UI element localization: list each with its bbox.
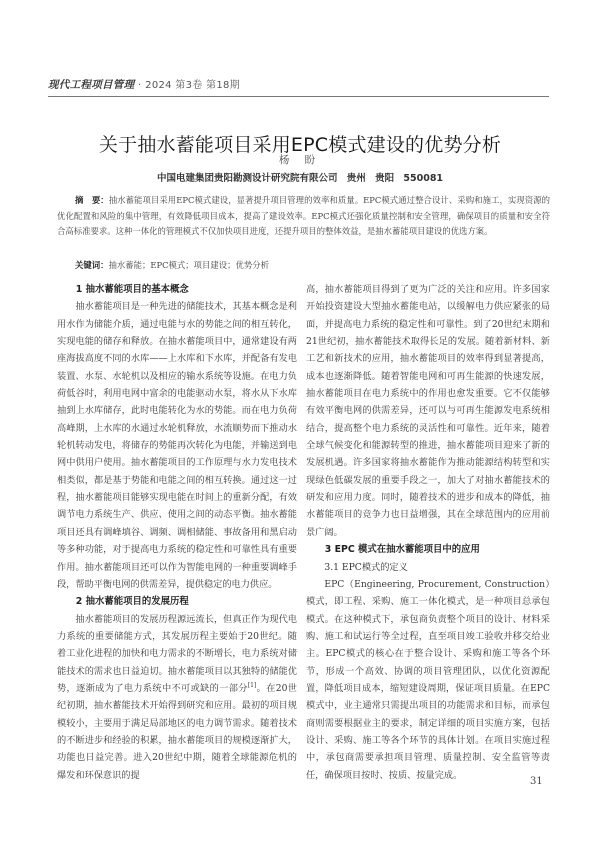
section-1-heading: 1 抽水蓄能项目的基本概念 bbox=[75, 284, 189, 295]
section-3-1-heading: 3.1 EPC模式的定义 bbox=[324, 561, 408, 573]
left-column bbox=[57, 281, 297, 784]
abstract-text: 抽水蓄能项目采用EPC模式建设，显著提升项目管理的效率和质量。EPC模式通过整合设计、采购和施工，实现资源的优化配置和风险的集中管理，有效降低项目成本，提高了建设效率。EPC模式还强化质量控制和安全管理，确保项目的质量和安全符合高标准要求。这种一体化的管理模式不仅加快项目进度，还提升项目的整体效益，是抽水蓄能项目建设的优选方案。 bbox=[57, 195, 551, 237]
section-1-paragraph: 抽水蓄能项目是一种先进的储能技术，其基本概念是利用水作为储能介质，通过电能与水的势能之间的相互转化，实现电能的储存和释放。在抽水蓄能项目中，通常建设有两座海拔高度不同的水库——上水库和下水库，并配备有发电装置、水泵、水轮机以及相应的输水系统等设施。在电力负荷低谷时，利用电网中富余的电能驱动水泵，将水从下水库抽到上水库储存，此时电能转化为水的势能。而在电力负荷高峰期，上水库的水通过水轮机释放，水流顺势而下推动水轮机转动发电，将储存的势能再次转化为电能，并输送到电网中供用户使用。抽水蓄能项目的工作原理与水力发电技术相类似，都是基于势能和电能之间的相互转换。通过这一过程，抽水蓄能项目能够实现电能在时间上的重新分配，有效调节电力系统生产、供应、使用之间的动态平衡。抽水蓄能项目还具有调峰填谷、调频、调相储能、事故备用和黑启动等多种功能，对于提高电力系统的稳定性和可靠性具有重要作用。抽水蓄能项目还可以作为智能电网的一种重要调峰手段，帮助平衡电网的供需差异，提供稳定的电力供应。 bbox=[57, 301, 297, 590]
section-2-text-a: 抽水蓄能项目的发展历程源远流长，但真正作为现代电力系统的重要储能方式，其发展历程主要始于20世纪。随着工业化进程的加快和电力需求的不断增长，电力系统对储能技术的需求也日益迫切。抽水蓄能项目以其独特的储能优势，逐渐成为了电力系统中不可或缺的一部分 bbox=[57, 613, 297, 694]
section-2-paragraph bbox=[57, 611, 297, 784]
abstract bbox=[57, 193, 550, 240]
section-2-heading: 2 抽水蓄能项目的发展历程 bbox=[75, 596, 189, 608]
header-rule bbox=[48, 96, 549, 97]
keywords-text: 抽水蓄能；EPC模式；项目建设；优势分析 bbox=[108, 260, 270, 270]
citation-ref[interactable]: [1] bbox=[247, 681, 257, 689]
section-3-1-paragraph: EPC（Engineering, Procurement, Construction）模式，即工程、采购、施工一体化模式，是一种项目总承包模式。在这种模式下，承包商负责整个项目的设计、材料采购、施工和试运行等全过程，直至项目竣工验收并移交给业主。EPC模式的核心在于整合设计、采购和施工等各个环节，形成一个高效、协调的项目管理团队，以优化资源配置，降低项目成本，缩短建设周期，保证项目质量。在EPC模式中，业主通常只需提出项目的功能需求和目标，而承包商则需要根据业主的要求，制定详细的项目实施方案，包括设计、采购、施工等各个环节的具体计划。在项目实施过程中，承包商需要承担项目管理、质量控制、安全监管等责任，确保项目按时、按质、按量完成。 bbox=[306, 578, 550, 781]
section-3-heading: 3 EPC 模式在抽水蓄能项目中的应用 bbox=[324, 544, 480, 556]
keywords-label: 关键词： bbox=[75, 260, 109, 270]
right-column bbox=[306, 281, 550, 784]
journal-name: 现代工程项目管理 bbox=[48, 79, 135, 91]
keywords bbox=[75, 259, 555, 271]
affiliation: 中国电建集团贵阳勘测设计研究院有限公司 贵州 贵阳 550081 bbox=[156, 173, 444, 184]
issue-info: 2024 第3卷 第18期 bbox=[145, 80, 240, 91]
section-2-text-b: 。在20世纪初期，抽水蓄能技术开始得到研究和应用。最初的项目规模较小，主要用于满足局部地区的电力调节需求。随着技术的不断进步和经验的积累，抽水蓄能项目的规模逐渐扩大，功能也日益完善。进入20世纪中期，随着全球能源危机的爆发和环保意识的提 bbox=[57, 682, 297, 781]
page-number: 31 bbox=[530, 776, 543, 787]
header-separator: · bbox=[138, 80, 142, 91]
section-2-paragraph-continued: 高，抽水蓄能项目得到了更为广泛的关注和应用。许多国家开始投资建设大型抽水蓄能电站，以缓解电力供应紧张的局面，并提高电力系统的稳定性和可靠性。到了20世纪末期和21世纪初，抽水蓄能技术取得长足的发展。随着新材料、新工艺和新技术的应用，抽水蓄能项目的效率得到显著提高，成本也逐渐降低。随着智能电网和可再生能源的快速发展，抽水蓄能项目在电力系统中的作用也愈发重要。它不仅能够有效平衡电网的供需差异，还可以与可再生能源发电系统相结合，提高整个电力系统的灵活性和可靠性。近年来，随着全球气候变化和能源转型的推进，抽水蓄能项目迎来了新的发展机遇。许多国家将抽水蓄能作为推动能源结构转型和实现绿色低碳发展的重要手段之一，加大了对抽水蓄能技术的研发和应用力度。同时，随着技术的进步和成本的降低，抽水蓄能项目的竞争力也日益增强，其在全球范围内的应用前景广阔。 bbox=[306, 284, 550, 538]
running-header bbox=[48, 76, 548, 92]
article-title: 关于抽水蓄能项目采用EPC模式建设的优势分析 bbox=[98, 133, 502, 156]
author: 杨 盼 bbox=[278, 154, 322, 166]
abstract-label: 摘 要： bbox=[75, 195, 109, 205]
